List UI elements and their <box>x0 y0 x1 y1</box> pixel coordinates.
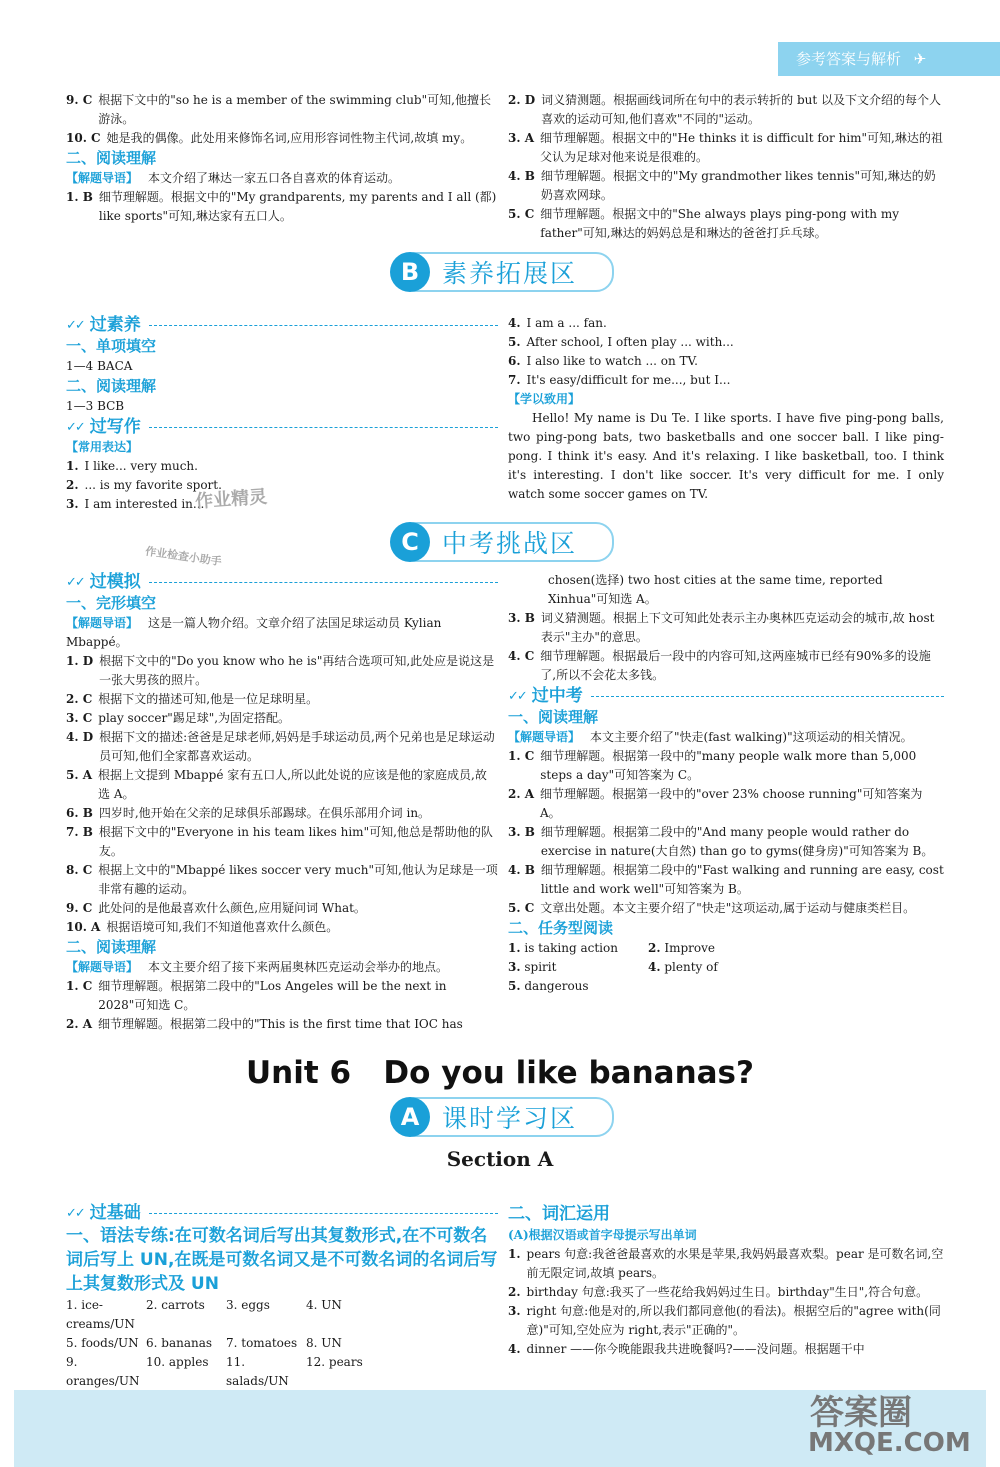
grid-cell: 3. eggs <box>226 1298 270 1312</box>
answer-item <box>508 1340 944 1359</box>
answer-item <box>66 652 498 690</box>
item-number: 1. <box>66 459 79 473</box>
answer-text: 根据下文的描述:爸爸是足球老师,妈妈是手球运动员,两个兄弟也是足球运动员可知,他们全家都喜欢运动。 <box>99 730 495 763</box>
answer-item <box>66 899 498 918</box>
answer-item <box>66 977 498 1015</box>
answer-text: play soccer"踢足球",为固定搭配。 <box>98 711 291 725</box>
answer-number: 4. C <box>508 649 535 663</box>
intro-text: 本文主要介绍了"快走(fast walking)"这项运动的相关情况。 <box>590 730 913 744</box>
answer-text: 1—4 BACA <box>66 359 133 373</box>
answer-text: 细节理解题。根据文中的"My grandmother likes tennis"可知,琳达的奶奶喜欢网球。 <box>540 169 936 202</box>
answer-text: 细节理解题。根据第一段中的"over 23% choose running"可知答案为 A。 <box>540 787 923 820</box>
answer-text: 细节理解题。根据第二段中的"Los Angeles will be the next in 2028"可知选 C。 <box>98 979 447 1012</box>
section-heading: 二、任务型阅读 <box>508 919 614 937</box>
answer-text: 细节理解题。根据最后一段中的内容可知,这两座城市已经有90%多的设施了,所以不会花太多钱。 <box>540 649 931 682</box>
watermark-stamp: 作业精灵 <box>194 486 268 513</box>
answer-number: 10. C <box>66 131 101 145</box>
banner-letter: C <box>390 522 430 562</box>
answer-text: 词义猜测题。根据上下文可知此处表示主办奥林匹克运动会的城市,故 host 表示"主办"的意思。 <box>540 611 935 644</box>
dashed-line <box>149 325 498 326</box>
grid-cell: 2. carrots <box>146 1298 205 1312</box>
answer-item <box>66 188 498 226</box>
item-text: It's easy/difficult for me..., but I... <box>526 373 731 387</box>
guo-heading <box>66 314 498 336</box>
answer-item <box>66 129 498 148</box>
item-number: 3. <box>66 497 79 511</box>
grammar-heading: 一、语法专练:在可数名词后写出其复数形式,在不可数名词后写上 UN,在既是可数名词又是不可数名词的名词后写上其复数形式及 UN <box>66 1226 498 1294</box>
answer-text: 四岁时,他开始在父亲的足球俱乐部踢球。在俱乐部用介词 in。 <box>98 806 431 820</box>
banner-c <box>398 522 614 562</box>
item-text: plenty of <box>664 960 718 974</box>
item-number: 3. <box>508 960 521 974</box>
guo-label: 过基础 <box>89 1202 141 1223</box>
answer-item <box>66 823 498 861</box>
guo-heading <box>66 571 498 593</box>
answer-item <box>508 899 944 918</box>
grid-cell: 8. UN <box>306 1336 342 1350</box>
answer-item <box>508 785 944 823</box>
intro-text: 本文主要介绍了接下来两届奥林匹克运动会举办的地点。 <box>148 960 449 974</box>
task-answer <box>508 958 648 977</box>
intro-tag: 【解题导语】 <box>508 730 581 744</box>
answer-number: 3. <box>508 1304 521 1318</box>
section-heading: 二、阅读理解 <box>66 149 157 167</box>
answer-item <box>66 861 498 899</box>
answer-item <box>66 709 498 728</box>
answer-item <box>508 823 944 861</box>
answer-number: 2. A <box>508 787 535 801</box>
answer-number: 2. A <box>66 1017 93 1031</box>
guo-label: 过素养 <box>89 314 141 335</box>
watermark-logo: MXQE.COM <box>808 1428 971 1458</box>
banner-title: 课时学习区 <box>442 1104 578 1133</box>
answer-text: dinner ——你今晚能跟我共进晚餐吗?——没问题。根据题干中 <box>526 1342 865 1356</box>
banner-letter: B <box>390 252 430 292</box>
answer-number: 2. <box>508 1285 521 1299</box>
item-text: I am a ... fan. <box>526 316 607 330</box>
task-answer <box>648 958 788 977</box>
item-number: 6. <box>508 354 521 368</box>
answer-number: 2. D <box>508 93 536 107</box>
answer-item <box>508 609 944 647</box>
grid-cell: 4. UN <box>306 1298 342 1312</box>
answer-text: right 句意:他是对的,所以我们都同意他(的看法)。根据空后的"agree with(同意)"可知,空处应为 right,表示"正确的"。 <box>526 1304 941 1337</box>
answer-text: 1—3 BCB <box>66 399 125 413</box>
check-marks-icon: ✓✓ <box>66 1205 84 1221</box>
answer-number: 5. C <box>508 901 535 915</box>
answer-text: 根据语境可知,我们不知道他喜欢什么颜色。 <box>106 920 339 934</box>
subsection-tag: (A)根据汉语或首字母提示写出单词 <box>508 1228 697 1242</box>
item-text: I also like to watch ... on TV. <box>526 354 698 368</box>
grid-cell: 12. pears <box>306 1355 363 1369</box>
reading-intro <box>66 614 498 652</box>
item-text: After school, I often play ... with... <box>526 335 734 349</box>
grid-cell: 5. foods/UN <box>66 1336 139 1350</box>
item-text: I am interested in... <box>84 497 205 511</box>
guo-heading <box>508 685 944 707</box>
answer-item <box>508 167 944 205</box>
answer-number: 4. <box>508 1342 521 1356</box>
banner-b <box>398 252 614 292</box>
b-right-column <box>508 314 944 504</box>
answer-item <box>66 690 498 709</box>
task-answer <box>648 939 788 958</box>
item-number: 1. <box>508 941 521 955</box>
answer-item <box>66 1015 498 1034</box>
item-number: 5. <box>508 979 521 993</box>
task-answer <box>508 939 648 958</box>
answer-number: 5. A <box>66 768 93 782</box>
guo-heading <box>66 1202 498 1224</box>
banner-letter: A <box>390 1097 430 1137</box>
answer-text: 细节理解题。根据文中的"She always plays ping-pong with my father"可知,琳达的妈妈总是和琳达的爸爸打乒乓球。 <box>540 207 899 240</box>
answer-number: 2. C <box>66 692 93 706</box>
dashed-line <box>149 1213 498 1214</box>
answer-item <box>508 1283 944 1302</box>
watermark-logo-text: 答案圈 <box>810 1393 912 1433</box>
answer-number: 3. C <box>66 711 93 725</box>
section-heading: 一、单项填空 <box>66 337 157 355</box>
answer-item <box>66 918 498 937</box>
answer-text: 文章出处题。本文主要介绍了"快走"这项运动,属于运动与健康类栏目。 <box>540 901 916 915</box>
task-answers <box>508 939 944 996</box>
answer-number: 9. C <box>66 93 93 107</box>
task-answer <box>508 977 648 996</box>
grid-cell: 7. tomatoes <box>226 1336 298 1350</box>
answer-item <box>508 129 944 167</box>
item-number: 2. <box>66 478 79 492</box>
top-right-column <box>508 91 944 243</box>
unit-title: Unit 6 Do you like bananas? <box>246 1055 754 1091</box>
rocket-icon: ✈ <box>913 50 927 68</box>
intro-tag: 【解题导语】 <box>66 616 139 630</box>
banner-title: 中考挑战区 <box>442 529 578 558</box>
answer-number: 3. A <box>508 131 535 145</box>
answer-item <box>66 91 498 129</box>
answer-text: pears 句意:我爸爸最喜欢的水果是苹果,我妈妈最喜欢梨。pear 是可数名词,空前无限定词,故填 pears。 <box>526 1247 944 1280</box>
item-text: ... is my favorite sport. <box>84 478 222 492</box>
banner-title: 素养拓展区 <box>442 259 578 288</box>
grid-cell: 10. apples <box>146 1355 209 1369</box>
expression-item <box>508 333 944 352</box>
item-number: 4. <box>648 960 661 974</box>
guo-label: 过模拟 <box>89 571 141 592</box>
c-right-column <box>508 571 944 996</box>
section-heading: 一、阅读理解 <box>508 708 599 726</box>
item-text: is taking action <box>524 941 618 955</box>
answer-number: 1. D <box>66 654 94 668</box>
expression-tag: 【常用表达】 <box>66 440 139 454</box>
answer-item <box>508 205 944 243</box>
answer-number: 8. C <box>66 863 93 877</box>
check-marks-icon: ✓✓ <box>66 317 84 333</box>
answer-number: 4. D <box>66 730 94 744</box>
top-left-column <box>66 91 498 226</box>
answer-text: 细节理解题。根据第一段中的"many people walk more than 5,000 steps a day"可知答案为 C。 <box>540 749 917 782</box>
tab-label: 参考答案与解析 <box>796 50 902 68</box>
answer-number: 7. B <box>66 825 93 839</box>
answer-item <box>508 1245 944 1283</box>
guo-label: 过中考 <box>531 685 583 706</box>
dashed-line <box>591 696 944 697</box>
section-heading: 二、词汇运用 <box>508 1204 610 1224</box>
section-heading: 二、阅读理解 <box>66 938 157 956</box>
answer-text: 根据下文的描述可知,他是一位足球明星。 <box>98 692 319 706</box>
section-heading: 二、阅读理解 <box>66 377 157 395</box>
expression-item <box>66 476 498 495</box>
c-left-column <box>66 571 498 1034</box>
answer-text: 细节理解题。根据文中的"He thinks it is difficult for him"可知,琳达的祖父认为足球对他来说是很难的。 <box>540 131 943 164</box>
answer-number: 4. B <box>508 169 535 183</box>
expression-item <box>66 457 498 476</box>
intro-tag: 【解题导语】 <box>66 171 139 185</box>
answer-item <box>508 91 944 129</box>
watermark-stamp-small: 作业检查小助手 <box>144 544 223 569</box>
answer-number: 3. B <box>508 611 535 625</box>
grid-cell: 6. bananas <box>146 1336 213 1350</box>
answer-text: 根据下文中的"Do you know who he is"再结合选项可知,此处应是说这是一张大男孩的照片。 <box>99 654 495 687</box>
answer-text: 此处问的是他最喜欢什么颜色,应用疑问词 What。 <box>98 901 366 915</box>
continued-text: chosen(选择) two host cities at the same time, reported Xinhua"可知选 A。 <box>548 573 883 606</box>
answer-text: 根据上文中的"Mbappé likes soccer very much"可知,他认为足球是一项非常有趣的运动。 <box>98 863 498 896</box>
section-title: Section A <box>446 1147 554 1171</box>
answer-number: 5. C <box>508 207 535 221</box>
b-left-column <box>66 314 498 514</box>
answer-section-tab <box>778 42 1000 76</box>
answer-number: 9. C <box>66 901 93 915</box>
item-text: I like... very much. <box>84 459 198 473</box>
dashed-line <box>149 582 498 583</box>
check-marks-icon: ✓✓ <box>508 688 526 704</box>
expression-item <box>508 352 944 371</box>
answer-number: 1. <box>508 1247 521 1261</box>
answer-text: 细节理解题。根据第二段中的"Fast walking and running are easy, cost little and work well"可知答案为 B。 <box>540 863 944 896</box>
answer-text: birthday 句意:我买了一些花给我妈妈过生日。birthday"生日",符合句意。 <box>526 1285 929 1299</box>
item-number: 4. <box>508 316 521 330</box>
answer-number: 3. B <box>508 825 535 839</box>
answer-item <box>66 766 498 804</box>
answer-number: 6. B <box>66 806 93 820</box>
item-text: Improve <box>664 941 716 955</box>
item-number: 2. <box>648 941 661 955</box>
answer-text: 词义猜测题。根据画线词所在句中的表示转折的 but 以及下文介绍的每个人喜欢的运动可知,他们喜欢"不同的"运动。 <box>541 93 941 126</box>
check-marks-icon: ✓✓ <box>66 574 84 590</box>
a-right-column <box>508 1202 944 1359</box>
answer-number: 1. B <box>66 190 93 204</box>
guo-label: 过写作 <box>89 416 141 437</box>
intro-text: 这是一篇人物介绍。文章介绍了法国足球运动员 Kylian Mbappé。 <box>66 616 442 649</box>
sample-essay: Hello! My name is Du Te. I like sports. I have five ping-pong balls, two ping-pong bats, two basketballs and one soccer ball. I like ping-pong. I think it's easy. And it's relaxing. I like basketball, too. I think it's interesting. I don't like soccer. It's very difficult for me. I only watch some soccer games on TV. <box>508 411 944 501</box>
answer-item <box>66 728 498 766</box>
dashed-line <box>149 427 498 428</box>
reading-intro <box>66 958 498 977</box>
section-heading: 一、完形填空 <box>66 594 157 612</box>
check-marks-icon: ✓✓ <box>66 419 84 435</box>
expression-item <box>508 371 944 390</box>
answer-item <box>66 804 498 823</box>
grid-cell: 1. ice-creams/UN <box>66 1298 135 1331</box>
answer-number: 4. B <box>508 863 535 877</box>
answer-item <box>508 861 944 899</box>
intro-text: 本文介绍了琳达一家五口各自喜欢的体育运动。 <box>148 171 401 185</box>
banner-a <box>398 1097 614 1137</box>
reading-intro <box>66 169 498 188</box>
grid-cell: 11. salads/UN <box>226 1355 289 1388</box>
item-number: 7. <box>508 373 521 387</box>
answer-text: 根据下文中的"Everyone in his team likes him"可知,他总是帮助他的队友。 <box>98 825 493 858</box>
answer-text: 根据上文提到 Mbappé 家有五口人,所以此处说的应该是他的家庭成员,故选 A。 <box>98 768 487 801</box>
intro-tag: 【解题导语】 <box>66 960 139 974</box>
practice-tag: 【学以致用】 <box>508 392 581 406</box>
answer-item <box>508 747 944 785</box>
reading-intro <box>508 728 944 747</box>
answer-text: 她是我的偶像。此处用来修饰名词,应用形容词性物主代词,故填 my。 <box>106 131 473 145</box>
item-number: 5. <box>508 335 521 349</box>
item-text: spirit <box>524 960 557 974</box>
expression-item <box>508 314 944 333</box>
answer-text: 细节理解题。根据文中的"My grandparents, my parents and I all (都) like sports"可知,琳达家有五口人。 <box>98 190 497 223</box>
answer-number: 10. A <box>66 920 101 934</box>
answer-number: 1. C <box>508 749 535 763</box>
answer-number: 1. C <box>66 979 93 993</box>
answer-item <box>508 647 944 685</box>
answer-text: 细节理解题。根据第二段中的"This is the first time that IOC has <box>98 1017 463 1031</box>
item-text: dangerous <box>524 979 589 993</box>
grid-cell: 9. oranges/UN <box>66 1355 140 1388</box>
answer-item <box>508 1302 944 1340</box>
guo-heading <box>66 416 498 438</box>
expression-item <box>66 495 498 514</box>
answer-text: 根据下文中的"so he is a member of the swimming club"可知,他擅长游泳。 <box>98 93 491 126</box>
answer-text: 细节理解题。根据第二段中的"And many people would rather do exercise in nature(大自然) than go to gyms(健身房)"可知答案为 B。 <box>540 825 934 858</box>
